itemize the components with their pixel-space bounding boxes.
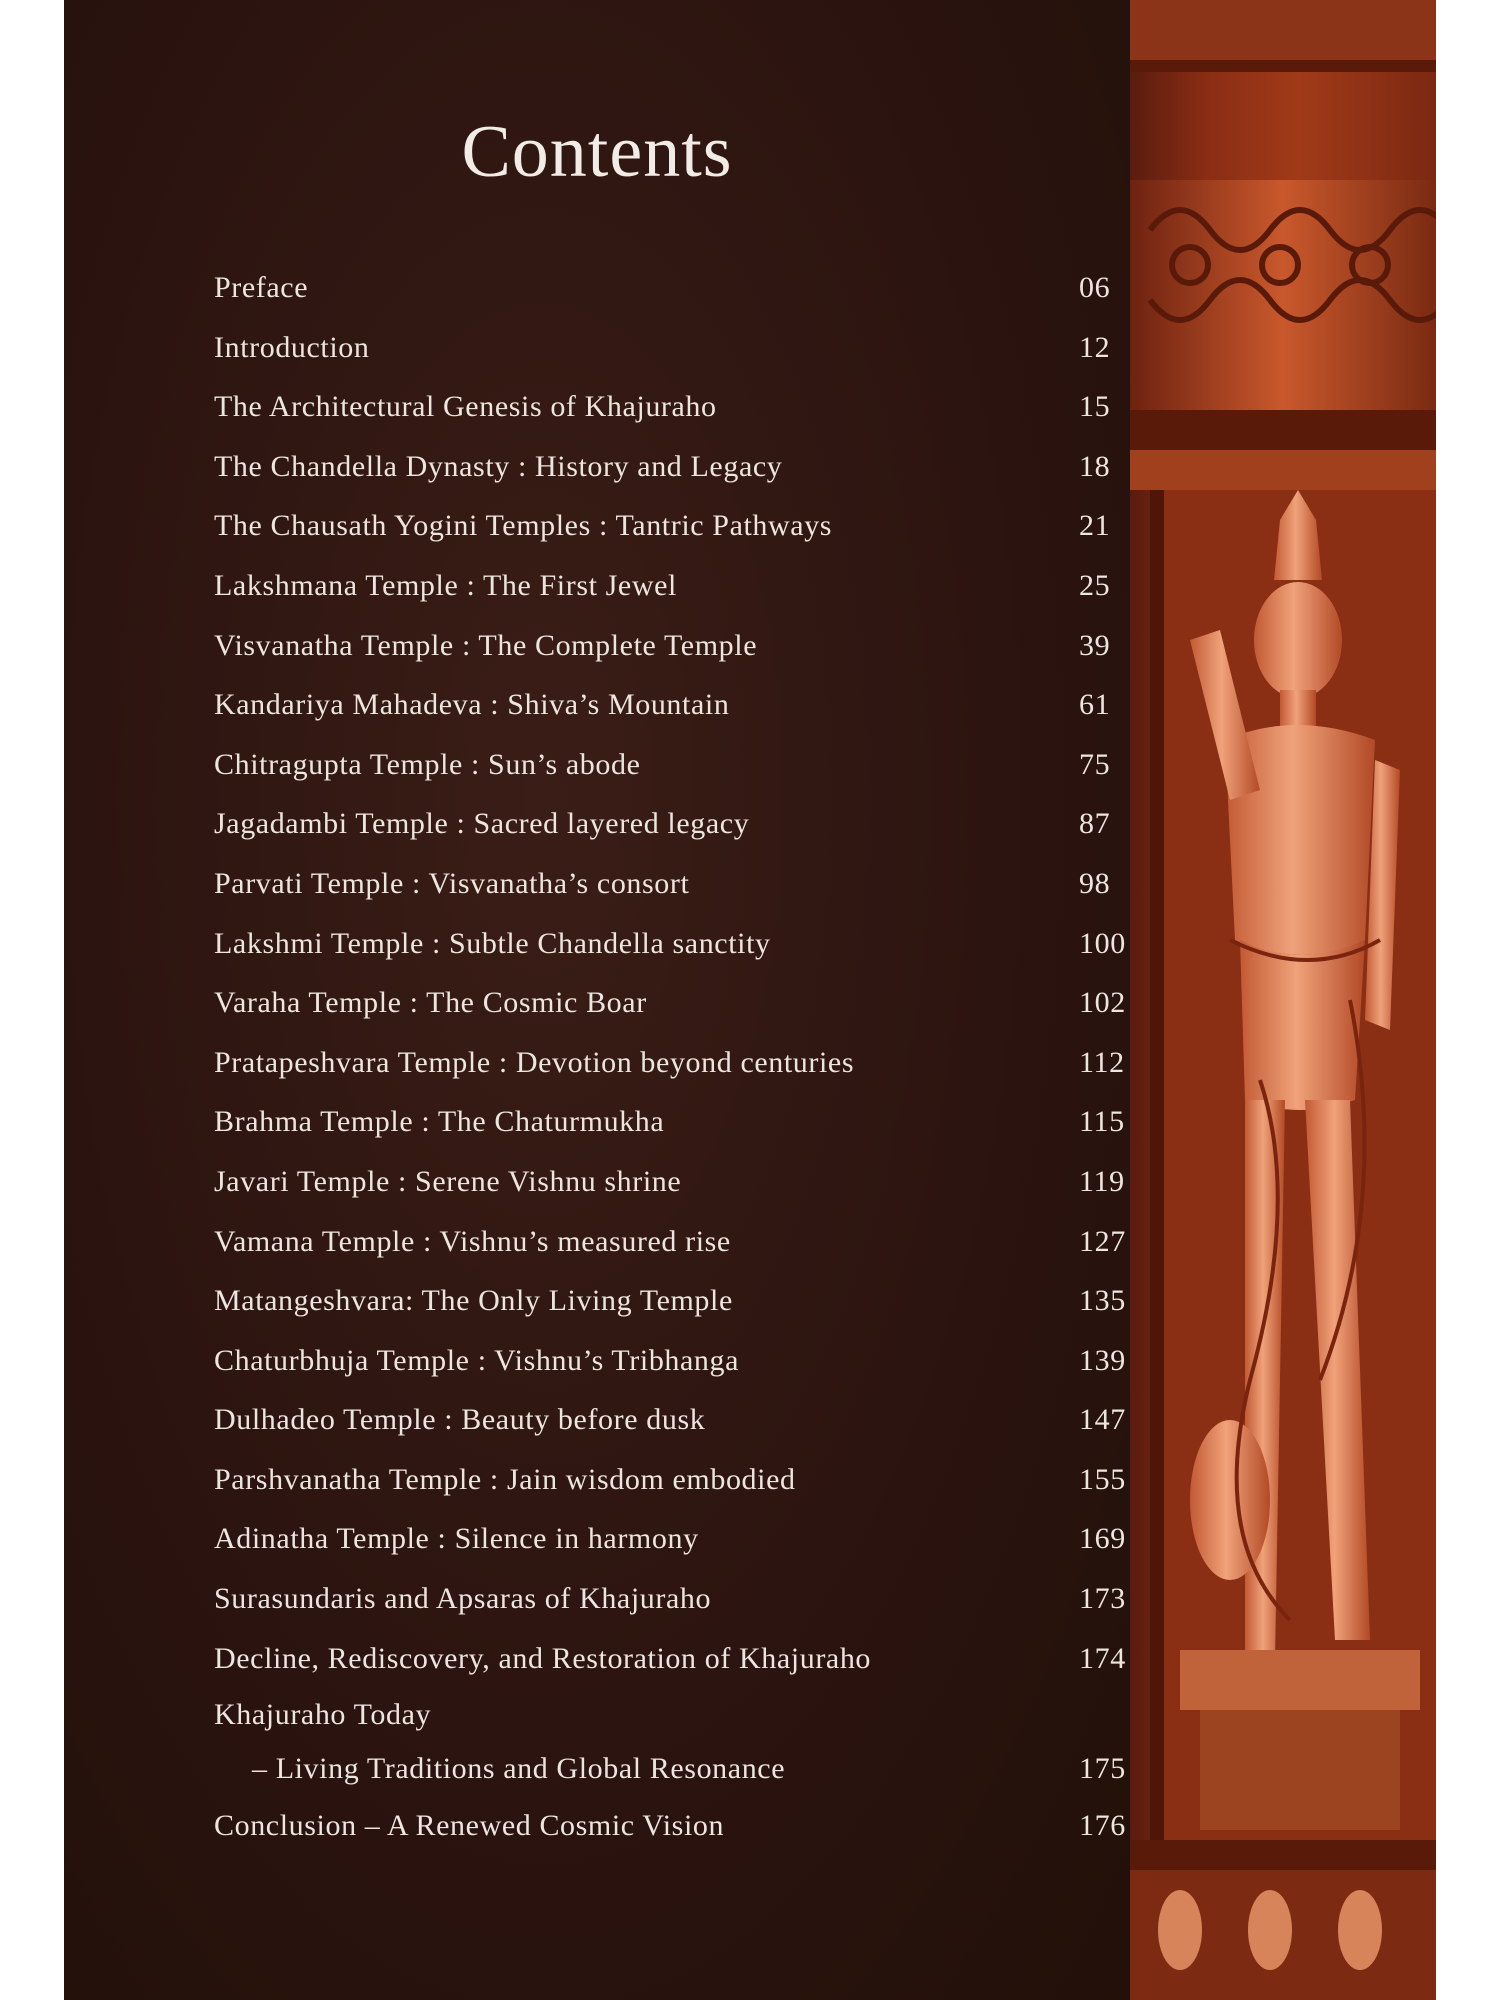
toc-entry[interactable] bbox=[214, 973, 1130, 1033]
toc-entry[interactable] bbox=[214, 437, 1130, 497]
toc-entry[interactable] bbox=[214, 914, 1130, 974]
toc-entry[interactable] bbox=[214, 1629, 1130, 1689]
toc-entry-page: 174 bbox=[1079, 1641, 1126, 1675]
toc-entry-page: 21 bbox=[1079, 509, 1111, 543]
toc-entry-page: 119 bbox=[1079, 1164, 1125, 1198]
toc-entry[interactable] bbox=[214, 1450, 1130, 1510]
toc-entry-title: Lakshmi Temple : Subtle Chandella sanctity bbox=[214, 926, 771, 960]
toc-entry-page: 25 bbox=[1079, 568, 1111, 602]
toc-entry-page: 100 bbox=[1079, 926, 1126, 960]
toc-entry-title: Preface bbox=[214, 271, 309, 304]
toc-entry-page: 147 bbox=[1079, 1403, 1126, 1437]
toc-entry[interactable] bbox=[214, 318, 1130, 378]
toc-entry-title: Parshvanatha Temple : Jain wisdom embodied bbox=[214, 1462, 796, 1496]
toc-entry-title: Parvati Temple : Visvanatha’s consort bbox=[214, 866, 690, 900]
toc-entry-page: 169 bbox=[1079, 1522, 1126, 1556]
toc-entry-title: Lakshmana Temple : The First Jewel bbox=[214, 568, 677, 602]
toc-entry[interactable] bbox=[214, 1212, 1130, 1272]
toc-entry[interactable] bbox=[214, 1271, 1130, 1331]
toc-entry[interactable] bbox=[214, 1033, 1130, 1093]
toc-entry-title: The Chausath Yogini Temples : Tantric Pathways bbox=[214, 509, 833, 543]
toc-list bbox=[214, 258, 1130, 1856]
toc-entry-page: 06 bbox=[1079, 271, 1111, 304]
toc-entry-title: Chitragupta Temple : Sun’s abode bbox=[214, 747, 641, 781]
toc-entry-page: 135 bbox=[1079, 1284, 1126, 1318]
toc-entry-title: Decline, Rediscovery, and Restoration of Khajuraho bbox=[214, 1641, 872, 1675]
toc-entry-title: Javari Temple : Serene Vishnu shrine bbox=[214, 1164, 682, 1198]
toc-entry-subtitle: – Living Traditions and Global Resonance bbox=[252, 1752, 786, 1786]
toc-entry-title: Surasundaris and Apsaras of Khajuraho bbox=[214, 1582, 712, 1616]
toc-entry-page: 39 bbox=[1079, 628, 1111, 662]
sculpture-illustration bbox=[1130, 0, 1436, 2000]
toc-entry-title: Chaturbhuja Temple : Vishnu’s Tribhanga bbox=[214, 1343, 740, 1377]
toc-entry-title: Dulhadeo Temple : Beauty before dusk bbox=[214, 1403, 706, 1437]
contents-page bbox=[64, 0, 1130, 2000]
toc-entry-page: 15 bbox=[1079, 390, 1111, 424]
toc-entry[interactable] bbox=[214, 735, 1130, 795]
toc-entry[interactable] bbox=[214, 1092, 1130, 1152]
toc-entry-khajuraho-today[interactable] bbox=[214, 1688, 1130, 1742]
toc-entry[interactable] bbox=[214, 794, 1130, 854]
toc-entry-title: Pratapeshvara Temple : Devotion beyond centuries bbox=[214, 1045, 855, 1079]
toc-entry-page: 115 bbox=[1079, 1105, 1125, 1139]
toc-entry-title: Kandariya Mahadeva : Shiva’s Mountain bbox=[214, 688, 730, 722]
toc-entry-title: Khajuraho Today bbox=[214, 1698, 432, 1732]
toc-entry[interactable] bbox=[214, 675, 1130, 735]
toc-entry-title: Matangeshvara: The Only Living Temple bbox=[214, 1284, 733, 1318]
toc-entry-page: 18 bbox=[1079, 449, 1111, 483]
toc-entry-page: 155 bbox=[1079, 1462, 1126, 1496]
toc-entry-title: Introduction bbox=[214, 330, 370, 364]
toc-entry-title: The Chandella Dynasty : History and Legacy bbox=[214, 449, 783, 483]
toc-entry-page: 112 bbox=[1079, 1045, 1125, 1079]
toc-entry-page: 176 bbox=[1079, 1809, 1126, 1843]
toc-entry-page: 98 bbox=[1079, 866, 1111, 900]
toc-entry-page: 61 bbox=[1079, 688, 1111, 722]
toc-entry[interactable] bbox=[214, 556, 1130, 616]
toc-entry[interactable] bbox=[214, 1331, 1130, 1391]
toc-entry-page: 12 bbox=[1079, 330, 1111, 364]
toc-entry-subtitle-row[interactable] bbox=[214, 1742, 1130, 1796]
toc-entry-page: 75 bbox=[1079, 747, 1111, 781]
toc-entry-page: 139 bbox=[1079, 1343, 1126, 1377]
toc-entry-title: The Architectural Genesis of Khajuraho bbox=[214, 390, 717, 424]
toc-entry[interactable] bbox=[214, 1390, 1130, 1450]
toc-entry-page: 102 bbox=[1079, 986, 1126, 1020]
toc-entry-title: Adinatha Temple : Silence in harmony bbox=[214, 1522, 699, 1556]
toc-entry[interactable] bbox=[214, 854, 1130, 914]
toc-entry[interactable] bbox=[214, 258, 1130, 318]
toc-entry[interactable] bbox=[214, 1152, 1130, 1212]
temple-carving-image bbox=[1130, 0, 1436, 2000]
toc-entry[interactable] bbox=[214, 1509, 1130, 1569]
toc-entry-title: Vamana Temple : Vishnu’s measured rise bbox=[214, 1224, 731, 1258]
toc-entry[interactable] bbox=[214, 496, 1130, 556]
toc-entry-page: 87 bbox=[1079, 807, 1111, 841]
toc-entry-title: Jagadambi Temple : Sacred layered legacy bbox=[214, 807, 750, 841]
toc-entry[interactable] bbox=[214, 1569, 1130, 1629]
toc-entry-page: 173 bbox=[1079, 1582, 1126, 1616]
page-title: Contents bbox=[461, 111, 733, 193]
toc-entry-page: 127 bbox=[1079, 1224, 1126, 1258]
toc-entry-title: Varaha Temple : The Cosmic Boar bbox=[214, 986, 647, 1020]
toc-entry-conclusion[interactable] bbox=[214, 1796, 1130, 1856]
toc-entry-title: Conclusion – A Renewed Cosmic Vision bbox=[214, 1809, 725, 1843]
toc-entry-page: 175 bbox=[1079, 1752, 1126, 1786]
toc-entry-title: Brahma Temple : The Chaturmukha bbox=[214, 1105, 665, 1139]
toc-entry[interactable] bbox=[214, 377, 1130, 437]
toc-entry-title: Visvanatha Temple : The Complete Temple bbox=[214, 628, 758, 662]
toc-entry[interactable] bbox=[214, 616, 1130, 676]
